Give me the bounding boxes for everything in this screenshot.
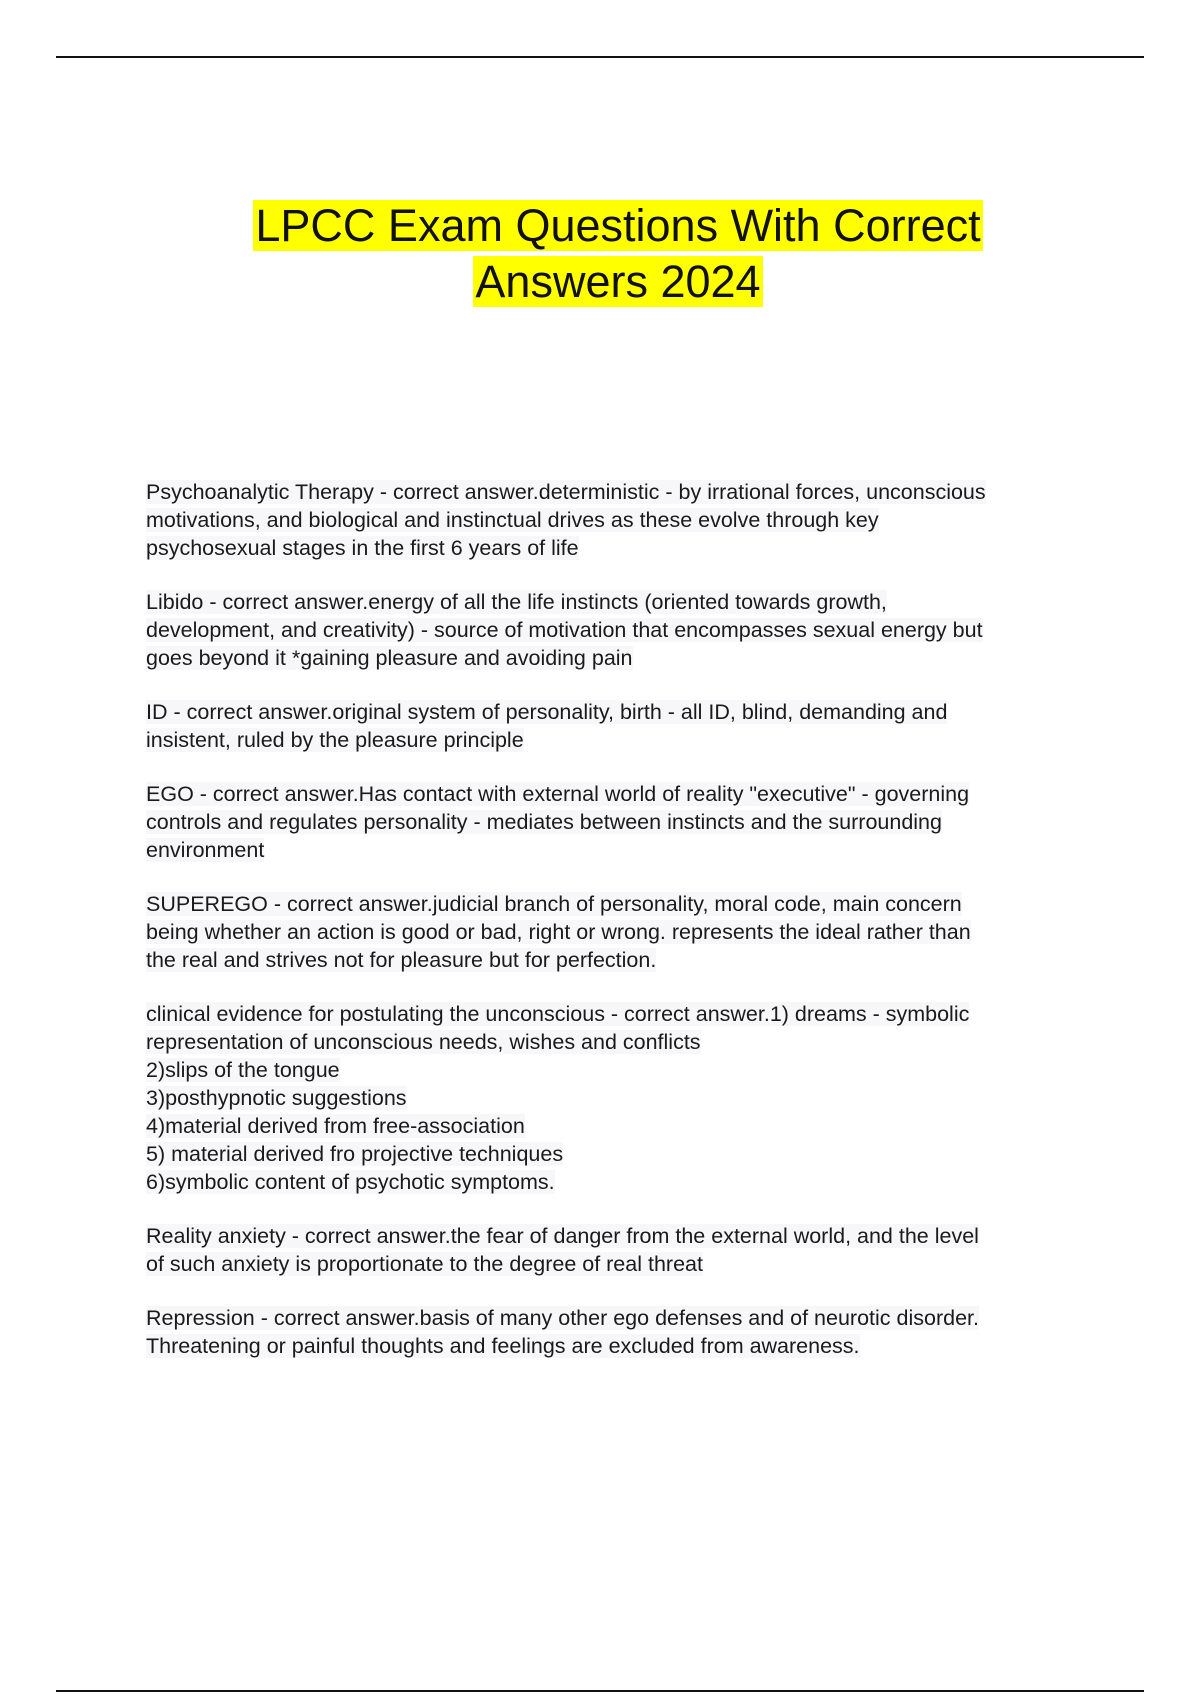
qa-entry-line [146,726,1086,754]
qa-entry-line [146,1332,1086,1360]
qa-entry-line [146,478,1086,506]
qa-entry-text: 5) material derived fro projective techniques [146,1142,564,1166]
qa-entry-line [146,1222,1086,1250]
qa-entry-line [146,918,1086,946]
qa-entry-line [146,1084,1086,1112]
qa-entry-line [146,506,1086,534]
qa-entry [146,1000,1086,1196]
qa-entry-line [146,1304,1086,1332]
qa-entry-text: Threatening or painful thoughts and feelings are excluded from awareness. [146,1334,860,1358]
qa-entry-text: of such anxiety is proportionate to the degree of real threat [146,1252,703,1276]
qa-entry-line [146,1056,1086,1084]
qa-entry [146,588,1086,672]
qa-entry-line [146,808,1086,836]
qa-entry-line [146,588,1086,616]
title-line-1: LPCC Exam Questions With Correct [255,200,981,251]
qa-entry-text: development, and creativity) - source of motivation that encompasses sexual energy but [146,618,983,642]
qa-entry-line [146,616,1086,644]
title-line-2: Answers 2024 [475,256,761,307]
qa-entry-text: EGO - correct answer.Has contact with external world of reality "executive" - governing [146,782,970,806]
qa-entry-line [146,1000,1086,1028]
qa-entry-text: 3)posthypnotic suggestions [146,1086,407,1110]
qa-entry-text: Psychoanalytic Therapy - correct answer.deterministic - by irrational forces, unconscious [146,480,986,504]
qa-entry [146,780,1086,864]
qa-entry-line [146,946,1086,974]
qa-entry-line [146,1168,1086,1196]
qa-entry-text: psychosexual stages in the first 6 years of life [146,536,579,560]
qa-entry-text: Libido - correct answer.energy of all the life instincts (oriented towards growth, [146,590,887,614]
qa-entry-text: Repression - correct answer.basis of many other ego defenses and of neurotic disorder. [146,1306,979,1330]
qa-entry-text: environment [146,838,265,862]
qa-entry-line [146,644,1086,672]
qa-entry [146,1304,1086,1360]
qa-entry-text: insistent, ruled by the pleasure principle [146,728,524,752]
qa-entry-text: being whether an action is good or bad, right or wrong. represents the ideal rather than [146,920,971,944]
qa-entry-text: controls and regulates personality - mediates between instincts and the surrounding [146,810,942,834]
qa-entry [146,478,1086,562]
qa-entry-line [146,1140,1086,1168]
qa-entry-line [146,534,1086,562]
qa-entry-text: Reality anxiety - correct answer.the fear of danger from the external world, and the level [146,1224,979,1248]
qa-entry [146,890,1086,974]
qa-entry-text: ID - correct answer.original system of personality, birth - all ID, blind, demanding and [146,700,948,724]
qa-entry-text: clinical evidence for postulating the unconscious - correct answer.1) dreams - symbolic [146,1002,970,1026]
qa-entry-line [146,890,1086,918]
document-title [0,198,1200,310]
qa-entry-text: the real and strives not for pleasure but for perfection. [146,948,657,972]
qa-entry-text: 4)material derived from free-association [146,1114,525,1138]
qa-entry-text: motivations, and biological and instinctual drives as these evolve through key [146,508,879,532]
qa-list [146,478,1086,1386]
qa-entry-line [146,836,1086,864]
top-rule [56,56,1144,58]
qa-entry-text: representation of unconscious needs, wishes and conflicts [146,1030,701,1054]
bottom-rule [56,1690,1144,1692]
qa-entry-line [146,1250,1086,1278]
qa-entry [146,1222,1086,1278]
qa-entry-text: 2)slips of the tongue [146,1058,340,1082]
qa-entry-line [146,698,1086,726]
qa-entry-text: goes beyond it *gaining pleasure and avoiding pain [146,646,633,670]
qa-entry-text: SUPEREGO - correct answer.judicial branch of personality, moral code, main concern [146,892,962,916]
qa-entry-line [146,1112,1086,1140]
qa-entry-text: 6)symbolic content of psychotic symptoms. [146,1170,555,1194]
qa-entry-line [146,780,1086,808]
qa-entry-line [146,1028,1086,1056]
qa-entry [146,698,1086,754]
